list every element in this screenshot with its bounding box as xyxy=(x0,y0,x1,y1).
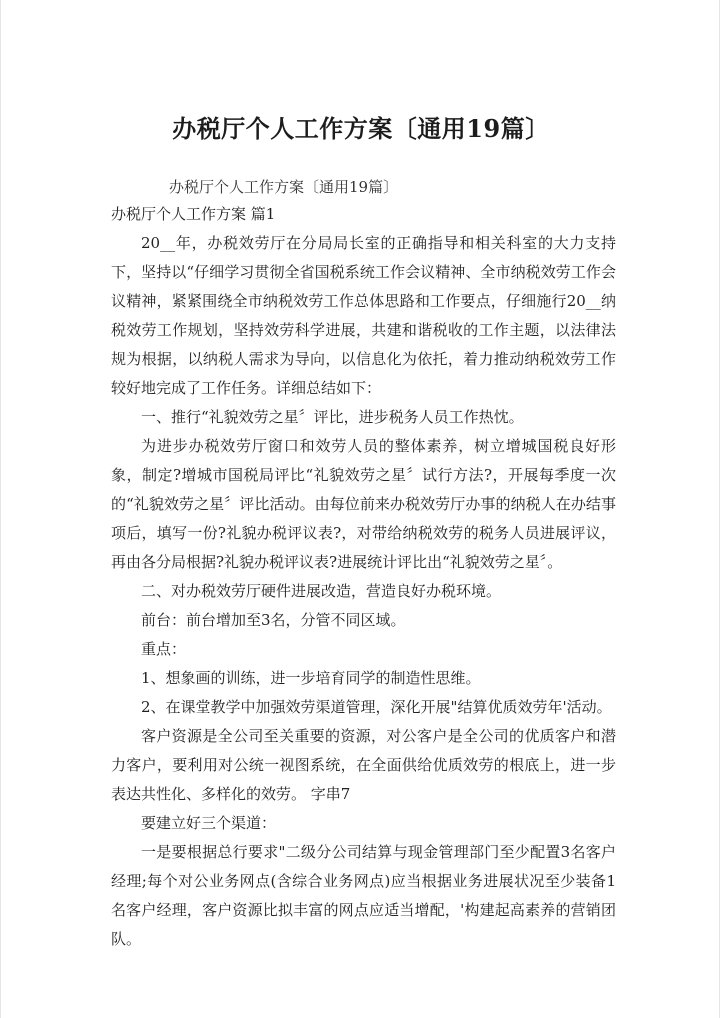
paragraph: 1、想象画的训练，进一步培育同学的制造性思维。 xyxy=(141,669,481,687)
paragraph: 为进步办税效劳厅窗口和效劳人员的整体素养，树立增城国税良好形象，制定?增城市国税局评比“礼貌效劳之星〞试行方法?，开展每季度一次的“礼貌效劳之星〞评比活动。由每位前来办税效劳厅办事的纳税人在办结事项后，填写一份?礼貌办税评议表?，对带给纳税效劳的税务人员进展评议，再由各分局根据?礼貌办税评议表?进展统计评比出“礼貌效劳之星〞。 xyxy=(111,437,616,571)
paragraph: 客户资源是全公司至关重要的资源，对公客户是全公司的优质客户和潜力客户，要利用对公统一视图系统，在全面供给优质效劳的根底上，进一步表达共性化、多样化的效劳。 字串7 xyxy=(111,727,616,803)
section-heading: 办税厅个人工作方案 篇1 xyxy=(111,205,276,223)
paragraph: 一是要根据总行要求"二级分公司结算与现金管理部门至少配置3名客户经理;每个对公业务网点(含综合业务网点)应当根据业务进展状况至少装备1名客户经理，客户资源比拟丰富的网点应适当增配，'构建起高素养的营销团队。 xyxy=(111,843,616,948)
document-title: 办税厅个人工作方案〔通用19篇〕 xyxy=(172,114,550,143)
paragraph: 2、在课堂教学中加强效劳渠道管理，深化开展"结算优质效劳年'活动。 xyxy=(141,698,612,716)
document-body xyxy=(111,200,616,954)
paragraph: 要建立好三个渠道： xyxy=(141,814,277,832)
paragraph: 前台：前台增加至3名，分管不同区域。 xyxy=(141,611,406,629)
paragraph: 一、推行“礼貌效劳之星〞评比，进步税务人员工作热忱。 xyxy=(141,408,524,426)
document-subtitle: 办税厅个人工作方案〔通用19篇〕 xyxy=(169,178,399,196)
paragraph: 二、对办税效劳厅硬件进展改造，营造良好办税环境。 xyxy=(141,582,502,600)
paragraph: 重点： xyxy=(141,640,187,658)
paragraph: 20__年，办税效劳厅在分局局长室的正确指导和相关科室的大力支持下，坚持以“仔细学习贯彻全省国税系统工作会议精神、全市纳税效劳工作会议精神，紧紧围绕全市纳税效劳工作总体思路和工作要点，仔细施行20__纳税效劳工作规划，坚持效劳科学进展，共建和谐税收的工作主题，以法律法规为根据，以纳税人需求为导向，以信息化为依托，着力推动纳税效劳工作较好地完成了工作任务。详细总结如下： xyxy=(111,234,616,397)
